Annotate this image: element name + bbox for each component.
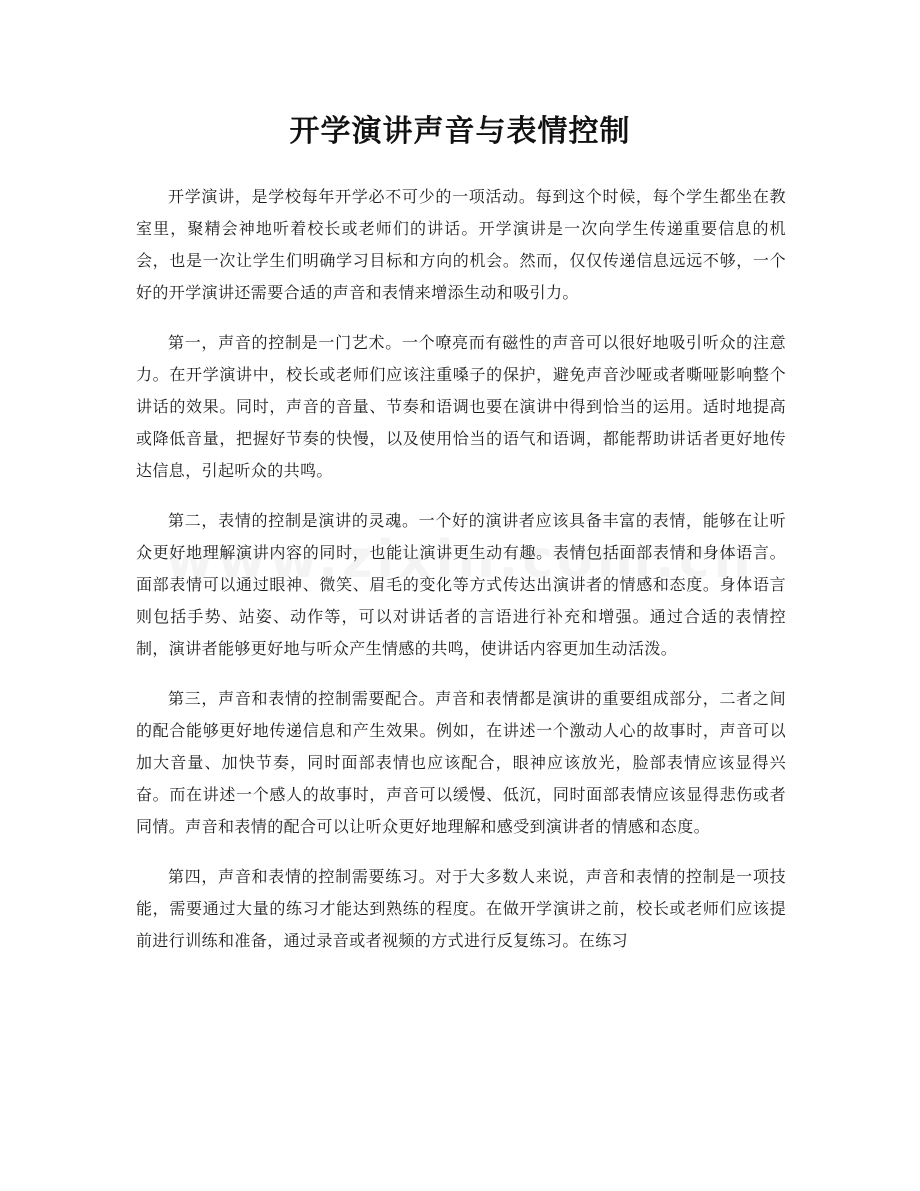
- paragraph-expression: 第二，表情的控制是演讲的灵魂。一个好的演讲者应该具备丰富的表情，能够在让听众更好地理解演讲内容的同时，也能让演讲更生动有趣。表情包括面部表情和身体语言。面部表情可以通过眼神、微笑、眉毛的变化等方式传达出演讲者的情感和态度。身体语言则包括手势、站姿、动作等，可以对讲话者的言语进行补充和增强。通过合适的表情控制，演讲者能够更好地与听众产生情感的共鸣，使讲话内容更加生动活泼。: [136, 511, 786, 658]
- paragraph-coordination: 第三，声音和表情的控制需要配合。声音和表情都是演讲的重要组成部分，二者之间的配合能够更好地传递信息和产生效果。例如，在讲述一个激动人心的故事时，声音可以加大音量、加快节奏，同时面部表情也应该配合，眼神应该放光，脸部表情应该显得兴奋。而在讲述一个感人的故事时，声音可以缓慢、低沉，同时面部表情应该显得悲伤或者同情。声音和表情的配合可以让听众更好地理解和感受到演讲者的情感和态度。: [136, 689, 786, 836]
- paragraph-intro: 开学演讲，是学校每年开学必不可少的一项活动。每到这个时候，每个学生都坐在教室里，聚精会神地听着校长或老师们的讲话。开学演讲是一次向学生传递重要信息的机会，也是一次让学生们明确学习目标和方向的机会。然而，仅仅传递信息远远不够，一个好的开学演讲还需要合适的声音和表情来增添生动和吸引力。: [136, 187, 786, 302]
- document-body: [136, 181, 786, 975]
- page-title: 开学演讲声音与表情控制: [289, 114, 631, 149]
- paragraph-practice: 第四，声音和表情的控制需要练习。对于大多数人来说，声音和表情的控制是一项技能，需要通过大量的练习才能达到熟练的程度。在做开学演讲之前，校长或老师们应该提前进行训练和准备，通过录音或者视频的方式进行反复练习。在练习: [136, 867, 786, 950]
- paragraph-voice: 第一，声音的控制是一门艺术。一个嘹亮而有磁性的声音可以很好地吸引听众的注意力。在开学演讲中，校长或老师们应该注重嗓子的保护，避免声音沙哑或者嘶哑影响整个讲话的效果。同时，声音的音量、节奏和语调也要在演讲中得到恰当的运用。适时地提高或降低音量，把握好节奏的快慢，以及使用恰当的语气和语调，都能帮助讲话者更好地传达信息，引起听众的共鸣。: [136, 333, 786, 480]
